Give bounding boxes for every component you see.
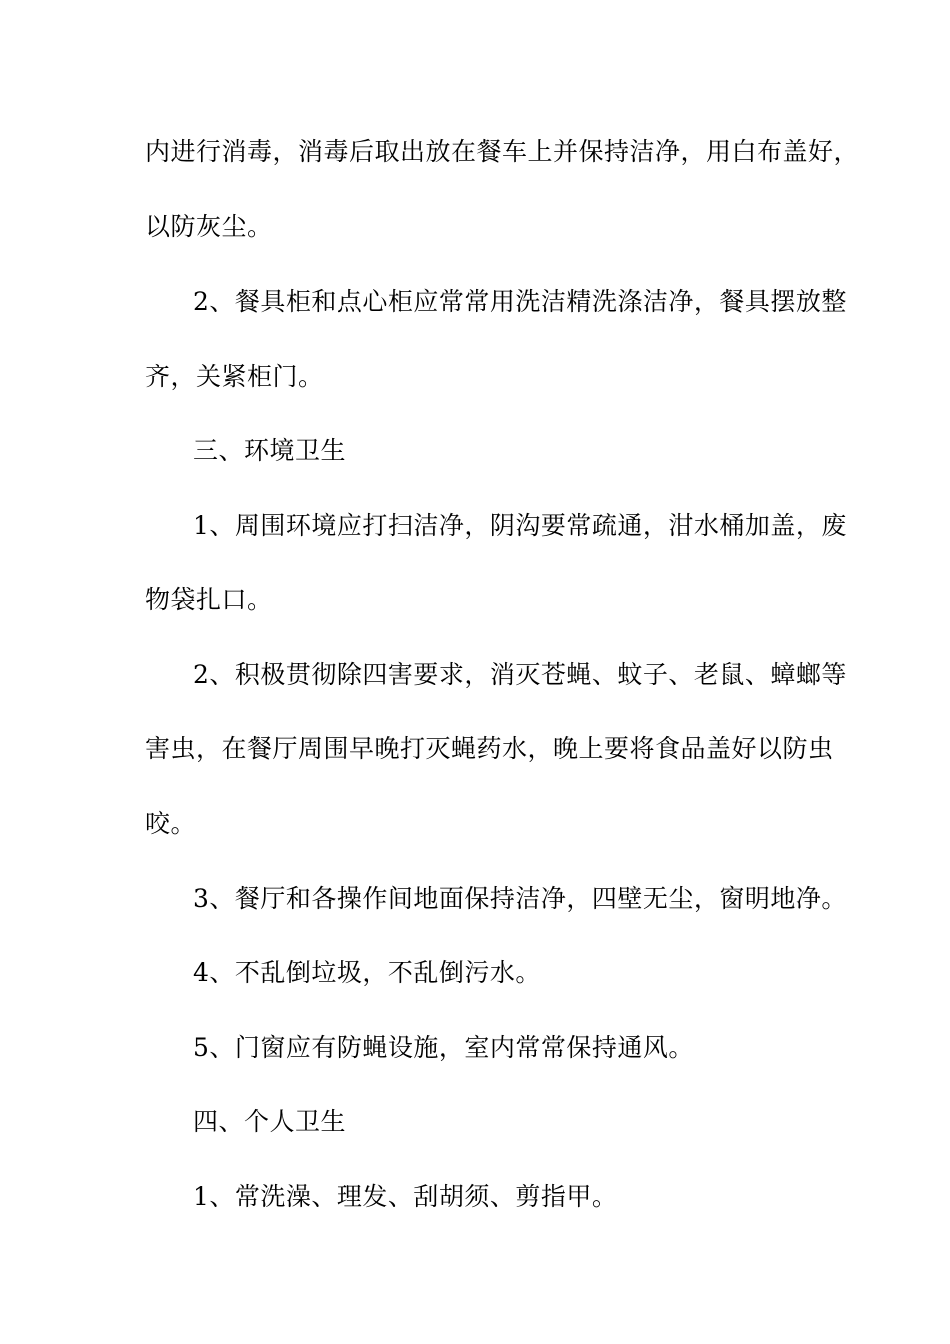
paragraph-line: 齐，关紧柜门。: [145, 362, 324, 391]
paragraph-line: 物袋扎口。: [145, 585, 273, 614]
paragraph-line: 3、餐厅和各操作间地面保持洁净，四壁无尘，窗明地净。: [193, 884, 847, 913]
paragraph-line: 4、不乱倒垃圾，不乱倒污水。: [193, 958, 541, 987]
paragraph-line: 5、门窗应有防蝇设施，室内常常保持通风。: [193, 1033, 694, 1062]
paragraph-line: 以防灰尘。: [145, 212, 273, 241]
paragraph-line: 咬。: [145, 809, 197, 838]
section-heading: 三、环境卫生: [193, 436, 347, 465]
paragraph-line: 害虫，在餐厅周围早晚打灭蝇药水，晚上要将食品盖好以防虫: [145, 734, 834, 763]
section-heading: 四、个人卫生: [193, 1107, 347, 1136]
paragraph-line: 1、常洗澡、理发、刮胡须、剪指甲。: [193, 1182, 618, 1211]
paragraph-line: 内进行消毒，消毒后取出放在餐车上并保持洁净，用白布盖好，: [145, 137, 860, 166]
paragraph-line: 2、积极贯彻除四害要求，消灭苍蝇、蚊子、老鼠、蟑螂等: [193, 660, 847, 689]
paragraph-line: 2、餐具柜和点心柜应常常用洗洁精洗涤洁净，餐具摆放整: [193, 287, 847, 316]
paragraph-line: 1、周围环境应打扫洁净，阴沟要常疏通，泔水桶加盖，废: [193, 511, 847, 540]
